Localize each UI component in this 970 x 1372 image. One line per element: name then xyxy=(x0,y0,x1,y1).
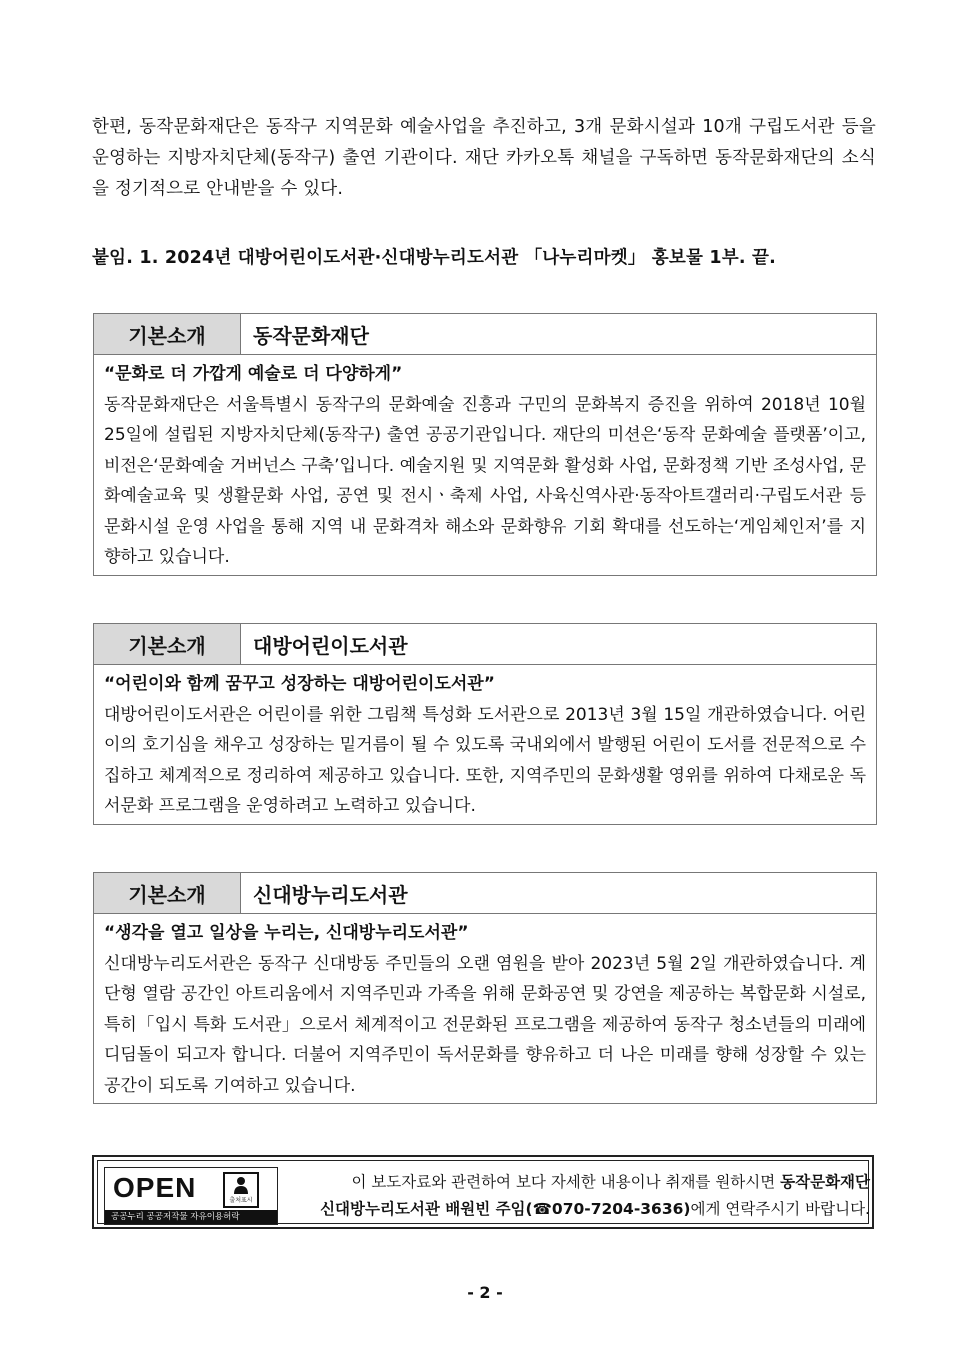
contact-org: 동작문화재단 xyxy=(780,1173,870,1191)
info-box-tag: 기본소개 xyxy=(94,624,241,664)
contact-line-1 xyxy=(298,1169,870,1196)
contact-footer-frame xyxy=(97,1160,869,1224)
info-box-header xyxy=(94,624,876,665)
info-box-daebang-library xyxy=(93,623,877,825)
info-box-body xyxy=(94,914,876,1103)
info-box-tag: 기본소개 xyxy=(94,314,241,354)
info-box-slogan: “어린이와 함께 꿈꾸고 성장하는 대방어린이도서관” xyxy=(104,674,495,694)
person-icon xyxy=(233,1176,249,1194)
info-box-text: 신대방누리도서관은 동작구 신대방동 주민들의 오랜 염원을 받아 2023년 5월 2일 개관하였습니다. 계단형 열람 공간인 아트리움에서 지역주민과 가족을 위해 문화공연 및 강연을 제공하는 복합문화 시설로, 특히「입시 특화 도서관」으로서 체계적이고 전문화된 프로그램을 제공하여 동작구 청소년들의 미래에 디딤돌이 되고자 합니다. 더불어 지역주민이 독서문화를 향유하고 더 나은 미래를 향해 성장할 수 있는 공간이 되도록 기여하고 있습니다. xyxy=(104,953,866,1096)
attribution-label: 출처표시 xyxy=(229,1197,253,1204)
info-box-tag: 기본소개 xyxy=(94,873,241,913)
contact-footer xyxy=(92,1155,874,1229)
attribution-person-icon xyxy=(223,1172,259,1208)
contact-text xyxy=(298,1169,870,1223)
info-box-header xyxy=(94,873,876,914)
contact-person: 신대방누리도서관 배원빈 주임(☎070-7204-3636) xyxy=(320,1200,691,1218)
info-box-title: 동작문화재단 xyxy=(253,323,369,348)
info-box-body xyxy=(94,355,876,575)
info-box-foundation xyxy=(93,313,877,576)
contact-line-1-text: 이 보도자료와 관련하여 보다 자세한 내용이나 취재를 원하시면 xyxy=(351,1173,781,1191)
intro-paragraph: 한편, 동작문화재단은 동작구 지역문화 예술사업을 추진하고, 3개 문화시설과 10개 구립도서관 등을 운영하는 지방자치단체(동작구) 출연 기관이다. 재단 카카오톡 채널을 구독하면 동작문화재단의 소식을 정기적으로 안내받을 수 있다. xyxy=(92,117,876,199)
page-number: - 2 - xyxy=(467,1283,503,1302)
info-box-title: 신대방누리도서관 xyxy=(253,882,408,907)
info-box-title: 대방어린이도서관 xyxy=(253,633,408,658)
open-logo: OPEN xyxy=(113,1172,197,1203)
info-box-sindaebang-library xyxy=(93,872,877,1104)
kogl-badge-bar: 공공누리 공공저작물 자유이용허락 xyxy=(105,1210,277,1224)
contact-line-2-text: 에게 연락주시기 바랍니다. xyxy=(690,1200,870,1218)
info-box-body xyxy=(94,665,876,824)
info-box-slogan: “생각을 열고 일상을 누리는, 신대방누리도서관” xyxy=(104,923,469,943)
info-box-text: 동작문화재단은 서울특별시 동작구의 문화예술 진흥과 구민의 문화복지 증진을 위하여 2018년 10월 25일에 설립된 지방자치단체(동작구) 출연 공공기관입니다. 재단의 미션은‘동작 문화예술 플랫폼’이고, 비전은‘문화예술 거버넌스 구축’입니다. 예술지원 및 지역문화 활성화 사업, 문화정책 기반 조성사업, 문화예술교육 및 생활문화 사업, 공연 및 전시ㆍ축제 사업, 사육신역사관·동작아트갤러리·구립도서관 등 문화시설 운영 사업을 통해 지역 내 문화격차 해소와 문화향유 기회 확대를 선도하는‘게임체인저’를 지향하고 있습니다. xyxy=(104,394,866,567)
kogl-open-badge xyxy=(104,1167,278,1225)
attachment-line: 붙임. 1. 2024년 대방어린이도서관·신대방누리도서관 「나누리마켓」 홍보물 1부. 끝. xyxy=(92,248,776,268)
contact-line-2 xyxy=(298,1196,870,1223)
info-box-slogan: “문화로 더 가깝게 예술로 더 다양하게” xyxy=(104,364,403,384)
info-box-header xyxy=(94,314,876,355)
info-box-text: 대방어린이도서관은 어린이를 위한 그림책 특성화 도서관으로 2013년 3월 15일 개관하였습니다. 어린이의 호기심을 채우고 성장하는 밑거름이 될 수 있도록 국내외에서 발행된 어린이 도서를 전문적으로 수집하고 체계적으로 정리하여 제공하고 있습니다. 또한, 지역주민의 문화생활 영위를 위하여 다채로운 독서문화 프로그램을 운영하려고 노력하고 있습니다. xyxy=(104,704,866,816)
